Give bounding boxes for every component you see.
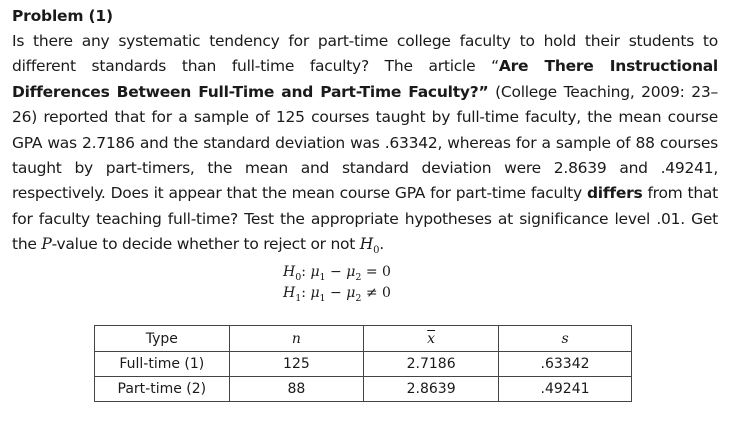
intro-end: . xyxy=(379,235,384,254)
article-title: Are There Instructional Differences Between Full-Time and Part-Time Faculty?” xyxy=(12,57,718,101)
intro-text-2: (College Teaching, 2009: 23–26) reported that for a sample of 125 courses taught by full-time faculty, the mean course GPA was 2.7186 and the standard deviation was .63342, whereas for a sample of 88 courses taught by part-timers, the mean and standard deviation were 2.8639 and .49241, respectively. Does it appear that the mean course GPA for part-time faculty xyxy=(12,82,718,203)
intro-text-4: -value to decide whether to reject or not xyxy=(51,235,360,254)
row-n: 125 xyxy=(229,352,364,377)
null-hypothesis-symbol: $H_0$ xyxy=(359,235,380,257)
header-n: n xyxy=(229,326,364,352)
row-xbar: 2.8639 xyxy=(364,377,499,402)
row-s: .49241 xyxy=(499,377,632,402)
problem-document xyxy=(12,4,718,264)
emphasis-differs: differs xyxy=(586,184,643,203)
table-header-row xyxy=(95,326,632,352)
row-n: 88 xyxy=(229,377,364,402)
p-value-symbol: P xyxy=(41,235,52,254)
problem-title: Problem (1) xyxy=(12,7,113,25)
header-s: s xyxy=(499,326,632,352)
null-hypothesis: $H_0$: $\mu_1 - \mu_2 = 0$ xyxy=(283,264,391,283)
row-type: Full-time (1) xyxy=(95,352,230,377)
intro-text-3: from that for faculty teaching full-time? Test the appropriate hypotheses at significance level .01. Get the xyxy=(12,184,718,254)
table-row xyxy=(95,377,632,402)
problem-statement xyxy=(12,29,718,264)
row-xbar: 2.7186 xyxy=(364,352,499,377)
header-xbar: $\overline{x}$ xyxy=(364,326,499,352)
table-row xyxy=(95,352,632,377)
row-s: .63342 xyxy=(499,352,632,377)
sample-statistics-table xyxy=(94,325,632,402)
intro-text-1: Is there any systematic tendency for part-time college faculty to hold their students to different standards than full-time faculty? The article “ xyxy=(12,32,718,76)
row-type: Part-time (2) xyxy=(95,377,230,402)
header-type: Type xyxy=(95,326,230,352)
alternative-hypothesis: $H_1$: $\mu_1 - \mu_2 \ne 0$ xyxy=(283,285,391,304)
